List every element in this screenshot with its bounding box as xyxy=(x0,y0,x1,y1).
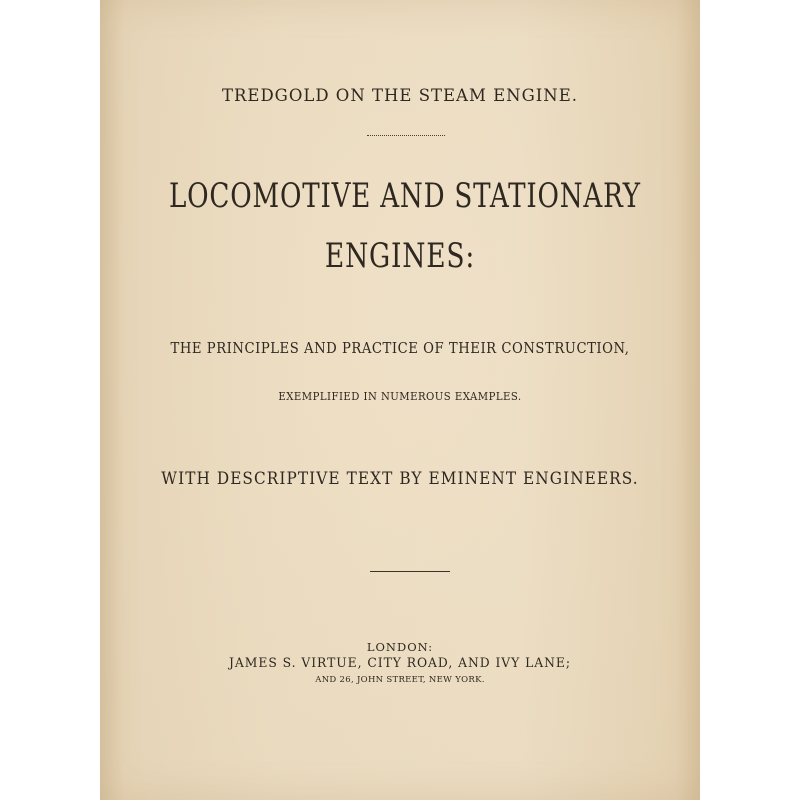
imprint-city: LONDON: xyxy=(366,640,434,654)
main-title-line-2: ENGINES: xyxy=(324,236,476,276)
subtitle: THE PRINCIPLES AND PRACTICE OF THEIR CONSTRUCTION, xyxy=(170,339,630,357)
imprint-address: AND 26, JOHN STREET, NEW YORK. xyxy=(315,675,485,685)
descriptive-text-line: WITH DESCRIPTIVE TEXT BY EMINENT ENGINEERS. xyxy=(161,469,639,489)
title-page xyxy=(100,0,700,800)
series-title: TREDGOLD ON THE STEAM ENGINE. xyxy=(221,86,579,105)
imprint-publisher: JAMES S. VIRTUE, CITY ROAD, AND IVY LANE; xyxy=(229,656,571,671)
middle-divider xyxy=(370,571,450,572)
exemplified-line: EXEMPLIFIED IN NUMEROUS EXAMPLES. xyxy=(278,390,522,403)
main-title-line-1: LOCOMOTIVE AND STATIONARY xyxy=(169,176,641,216)
top-divider xyxy=(367,135,445,136)
